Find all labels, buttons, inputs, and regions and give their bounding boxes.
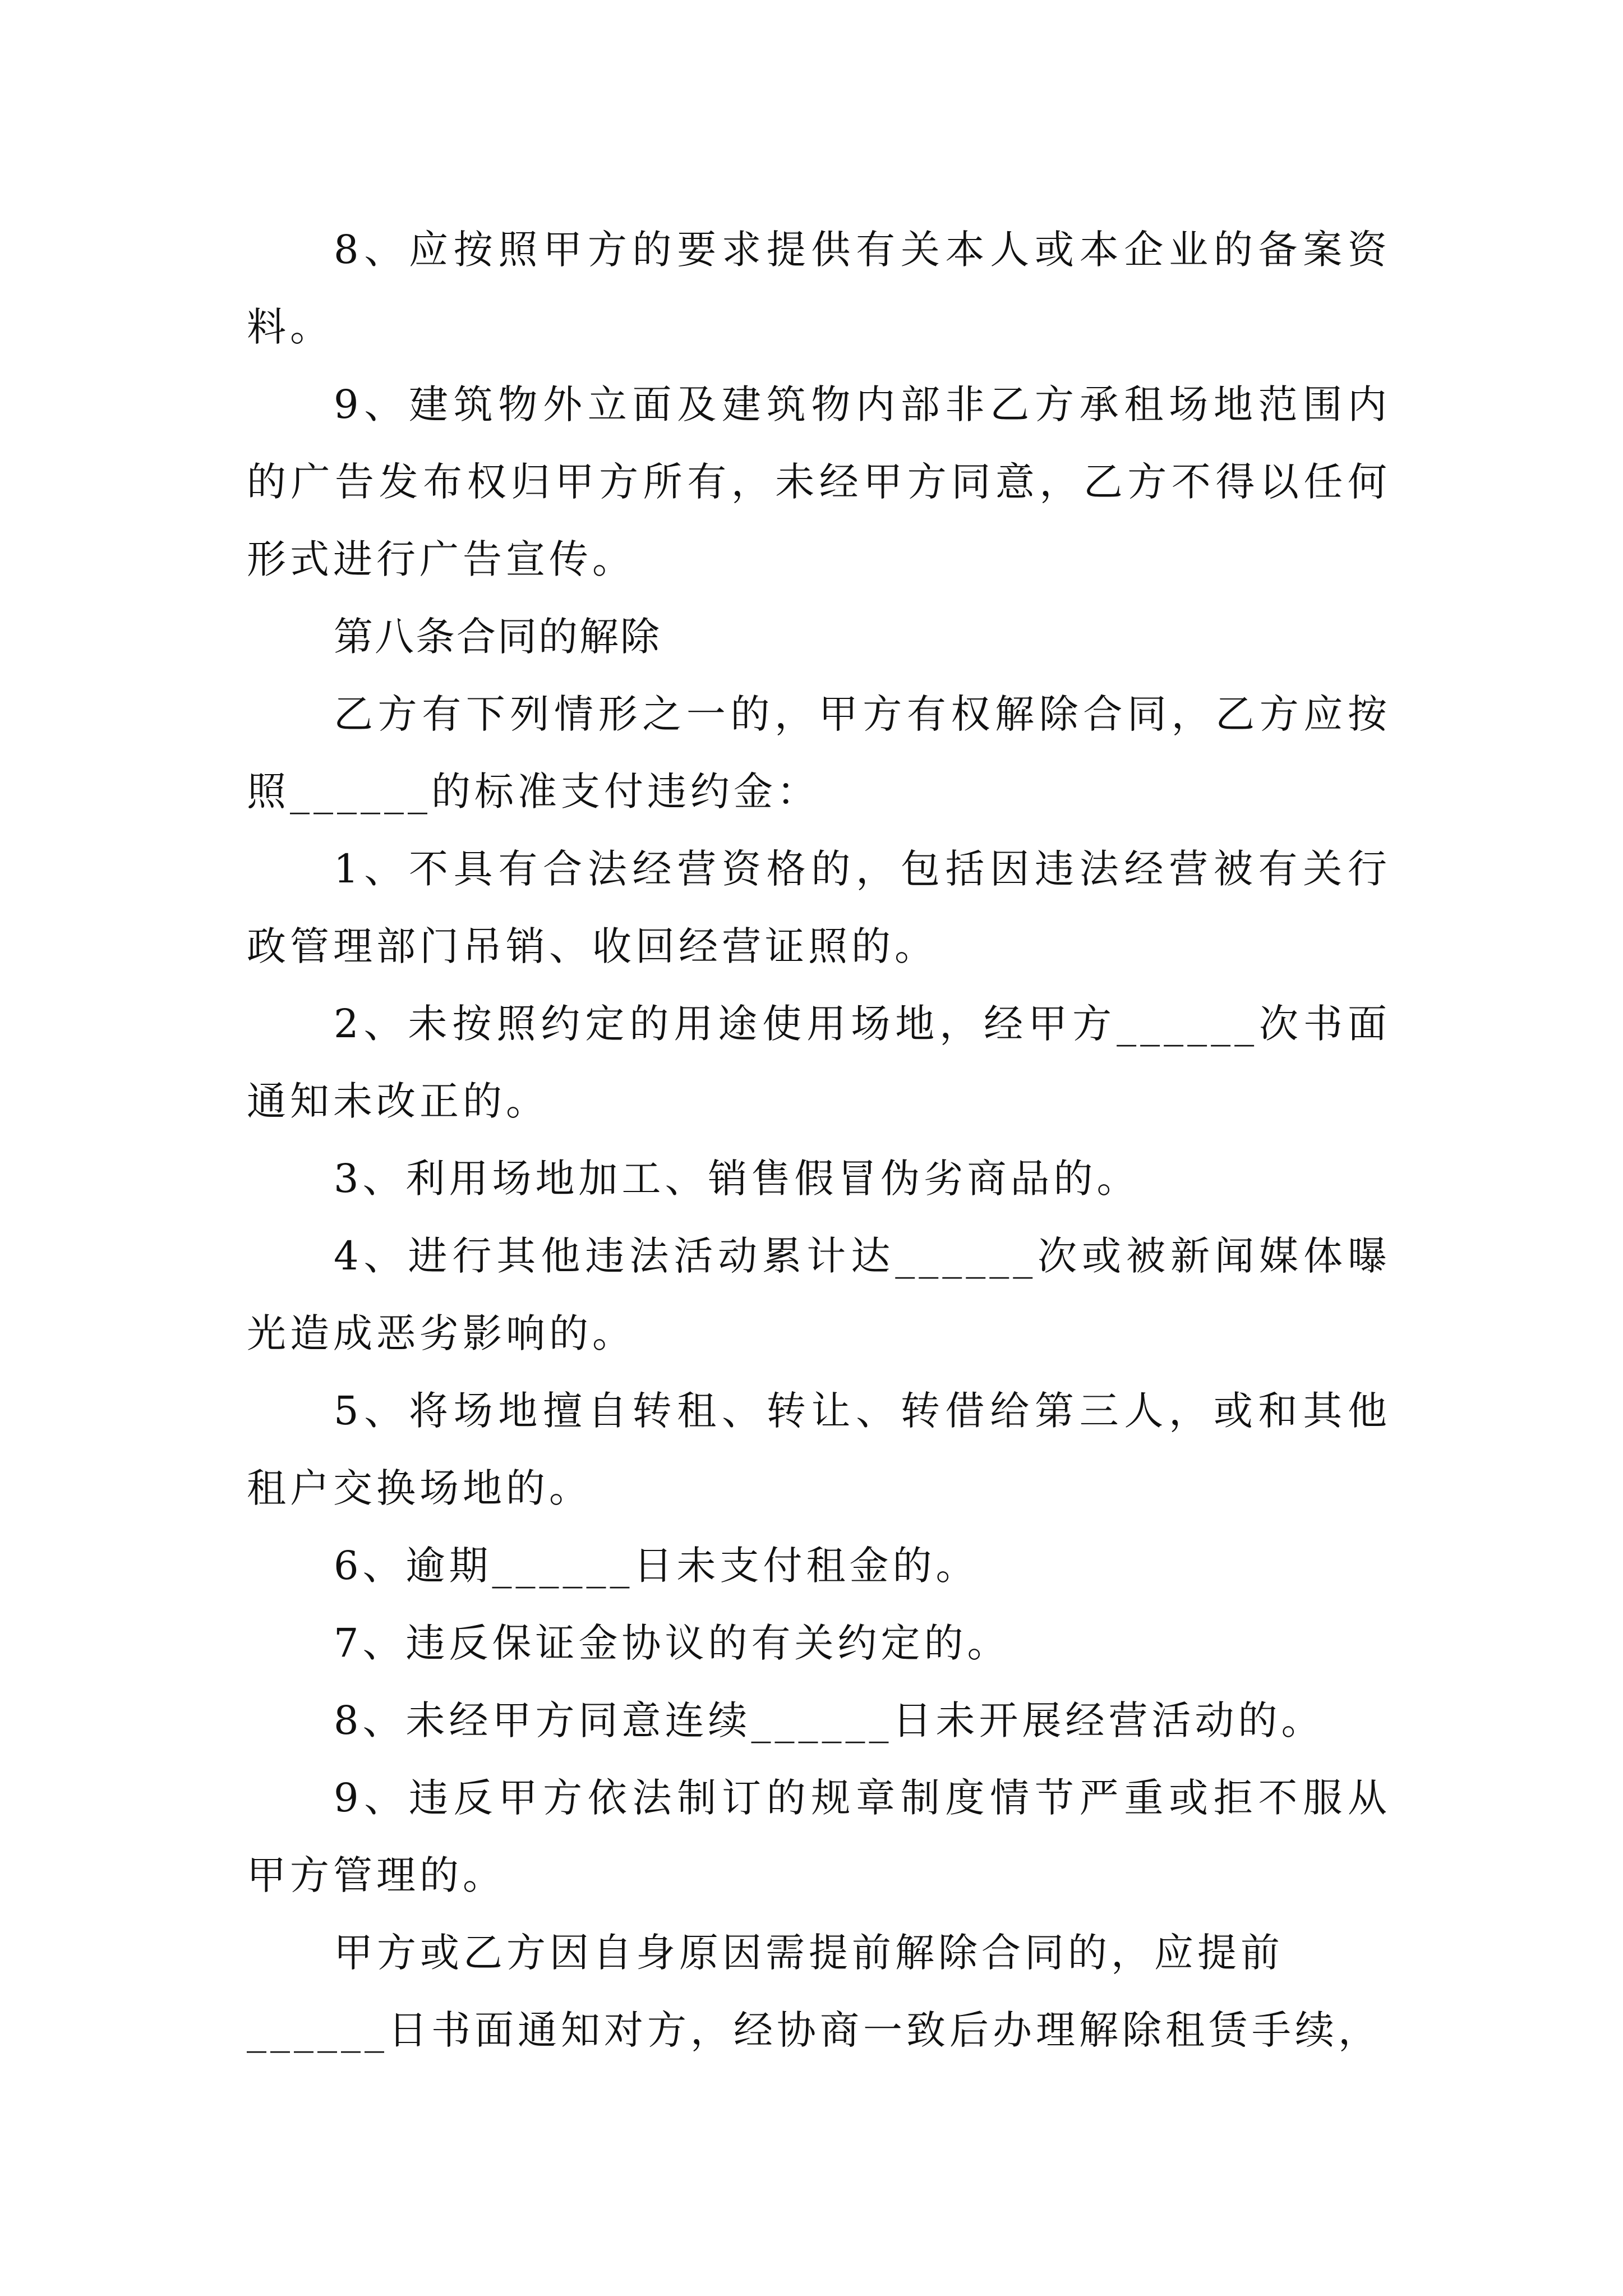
termination-case-8: 8、未经甲方同意连续______日未开展经营活动的。 xyxy=(334,1697,1325,1743)
termination-intro: 乙方有下列情形之一的，甲方有权解除合同，乙方应按照______的标准支付违约金： xyxy=(247,691,1391,815)
clause-item-8: 8、应按照甲方的要求提供有关本人或本企业的备案资料。 xyxy=(247,227,1391,350)
termination-case-5: 5、将场地擅自转租、转让、转借给第三人，或和其他租户交换场地的。 xyxy=(247,1388,1391,1511)
clause-item-9: 9、建筑物外立面及建筑物内部非乙方承租场地范围内的广告发布权归甲方所有，未经甲方同意，乙方不得以任何形式进行广告宣传。 xyxy=(247,381,1391,582)
document-body xyxy=(247,211,1391,2069)
early-termination-line-2: ______日书面通知对方，经协商一致后办理解除租赁手续， xyxy=(247,2007,1381,2053)
article-8-heading: 第八条合同的解除 xyxy=(334,614,661,660)
early-termination-line-1: 甲方或乙方因自身原因需提前解除合同的，应提前 xyxy=(334,1930,1284,1976)
termination-case-7: 7、违反保证金协议的有关约定的。 xyxy=(334,1620,1011,1666)
termination-case-9: 9、违反甲方依法制订的规章制度情节严重或拒不服从甲方管理的。 xyxy=(247,1775,1391,1898)
termination-case-1: 1、不具有合法经营资格的，包括因违法经营被有关行政管理部门吊销、收回经营证照的。 xyxy=(247,846,1391,969)
termination-case-2: 2、未按照约定的用途使用场地，经甲方______次书面通知未改正的。 xyxy=(247,1001,1391,1124)
early-termination-clause xyxy=(247,1914,1391,2069)
termination-case-4: 4、进行其他违法活动累计达______次或被新闻媒体曝光造成恶劣影响的。 xyxy=(247,1233,1391,1356)
termination-case-6: 6、逾期______日未支付租金的。 xyxy=(334,1543,979,1589)
termination-case-3: 3、利用场地加工、销售假冒伪劣商品的。 xyxy=(334,1156,1140,1202)
